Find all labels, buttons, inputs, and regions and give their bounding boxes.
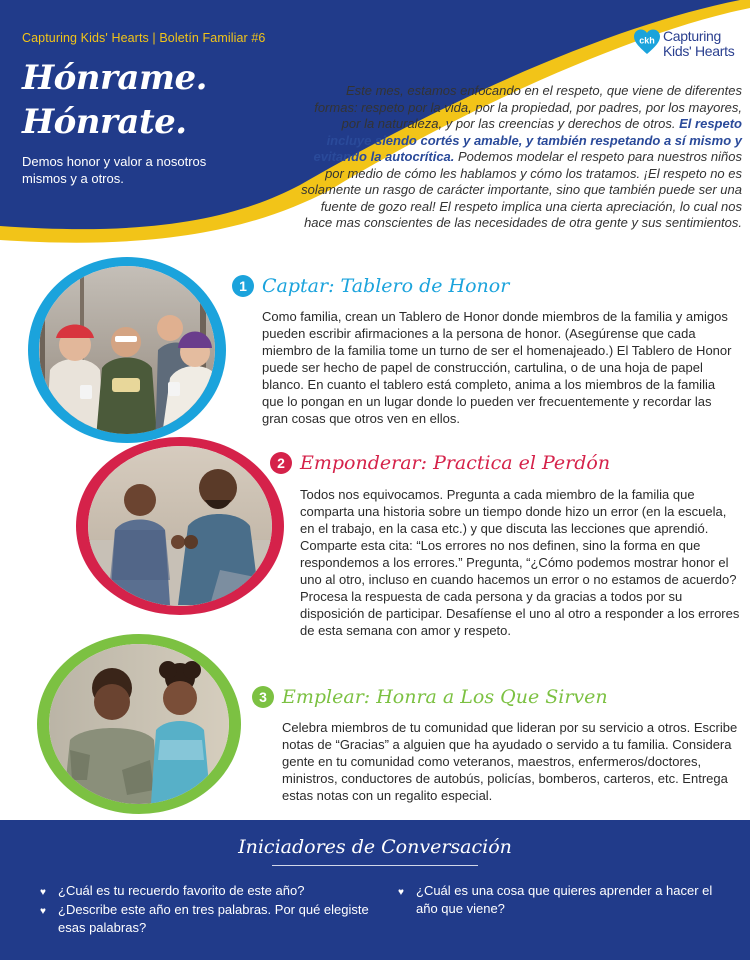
photo-family-winter <box>20 250 234 450</box>
question-2 <box>40 901 370 937</box>
heart-icon: ♥ <box>40 887 46 898</box>
logo-mark-text: ckh <box>639 35 655 46</box>
newsletter-label: Capturing Kids' Hearts | Boletín Familiar #6 <box>22 31 266 45</box>
section-1-number: 1 <box>232 275 254 297</box>
conversation-starters-footer <box>0 820 750 960</box>
footer-title: Iniciadores de Conversación <box>238 836 512 858</box>
section-2-number: 2 <box>270 452 292 474</box>
logo-text-line2: Kids' Hearts <box>663 43 735 59</box>
section-3-title: Emplear: Honra a Los Que Sirven <box>282 686 608 708</box>
intro-paragraph <box>300 83 742 232</box>
section-3-number: 3 <box>252 686 274 708</box>
section-2-title: Emponderar: Practica el Perdón <box>300 452 611 474</box>
heart-icon: ♥ <box>40 906 46 917</box>
section-2-body: Todos nos equivocamos. Pregunta a cada miembro de la familia que comparta una historia sobre un tiempo donde hizo un error (en la escuela, en el trabajo, en la casa etc.) y que discuta las lecciones que aprendió. Comparte esta cita: “Los errores no nos definen, sino la forma en que respondemos a los errores.” Pregunta, “¿Cómo podemos mostrar honor el uno al otro, incluso en cuando hacemos un error o no estamos de acuerdo? Procesa la respuesta de cada persona y da gracias a todos por su disposición de participar. Desafíense el uno al otro a responder a los errores de esta semana con amor y respeto. <box>300 487 740 638</box>
photo-father-son <box>70 430 290 622</box>
heart-icon: ♥ <box>398 887 404 898</box>
question-2-text: ¿Describe este año en tres palabras. Por qué elegiste esas palabras? <box>58 902 369 935</box>
logo-text <box>663 29 734 59</box>
question-3-text: ¿Cuál es una cosa que quieres aprender a hacer el año que viene? <box>416 883 713 916</box>
section-3-body: Celebra miembros de tu comunidad que lideran por su servicio a otros. Escribe notas de “Gracias” a alguien que ha ayudado o servido a tu familia. Considera gente en tu comunidad como veteranos, maestros, enfermeros/doctores, ministros, conductores de autobús, policías, bomberos, carteros, etc. Entrega estas notas con un regalito especial. <box>282 720 738 803</box>
intro-highlight: El respeto incluye siendo cortés y amable, y también respetando a sí mismo y evitando la autocrítica. <box>313 116 742 164</box>
intro-text-1: Este mes, estamos enfocando en el respeto, que viene de diferentes formas: respeto por la vida, por la propiedad, por padres, por los mayores, por la naturaleza, y por las creencias y derechos de otros. <box>314 83 742 131</box>
question-3 <box>398 882 728 918</box>
page-subtitle: Demos honor y valor a nosotros mismos y a otros. <box>22 154 207 186</box>
page-title-line1: Hónrame. <box>22 58 207 98</box>
heart-logo-icon <box>633 28 661 56</box>
section-1-title: Captar: Tablero de Honor <box>262 275 510 297</box>
page-title-line2: Hónrate. <box>22 102 187 142</box>
logo-text-line1: Capturing <box>663 28 722 44</box>
section-1-body: Como familia, crean un Tablero de Honor donde miembros de la familia y amigos pueden escribir afirmaciones a la persona de honor. (Asegúrense que cada miembro de la familia tome un turno de ser el homenajeado.) El Tablero de Honor puede ser hecho de papel de construcción, cartulina, o de una hoja de papel blanco. En cuanto el tablero está completo, anima a los miembros de la familia que lo pongan en un lugar donde lo pueden ver frecuentemente y recordar las gran cosas que otros ven en ellos. <box>262 309 732 426</box>
question-1-text: ¿Cuál es tu recuerdo favorito de este año? <box>58 883 305 898</box>
footer-divider <box>272 865 478 866</box>
photo-soldier-mother-daughter <box>32 630 247 818</box>
intro-text-2: Podemos modelar el respeto para nuestros niños por medio de cómo les hablamos y cómo los tratamos. ¡El respeto no es solamente un rasgo de carácter importante, sino que también puede ser una fuente de gozo real! El respeto implica una cierta apreciación, lo cual nos hace mas conscientes de las necesidades de otra gente y sus sentimientos. <box>301 149 742 230</box>
capturing-kids-hearts-logo <box>633 26 748 66</box>
question-1 <box>40 882 370 900</box>
